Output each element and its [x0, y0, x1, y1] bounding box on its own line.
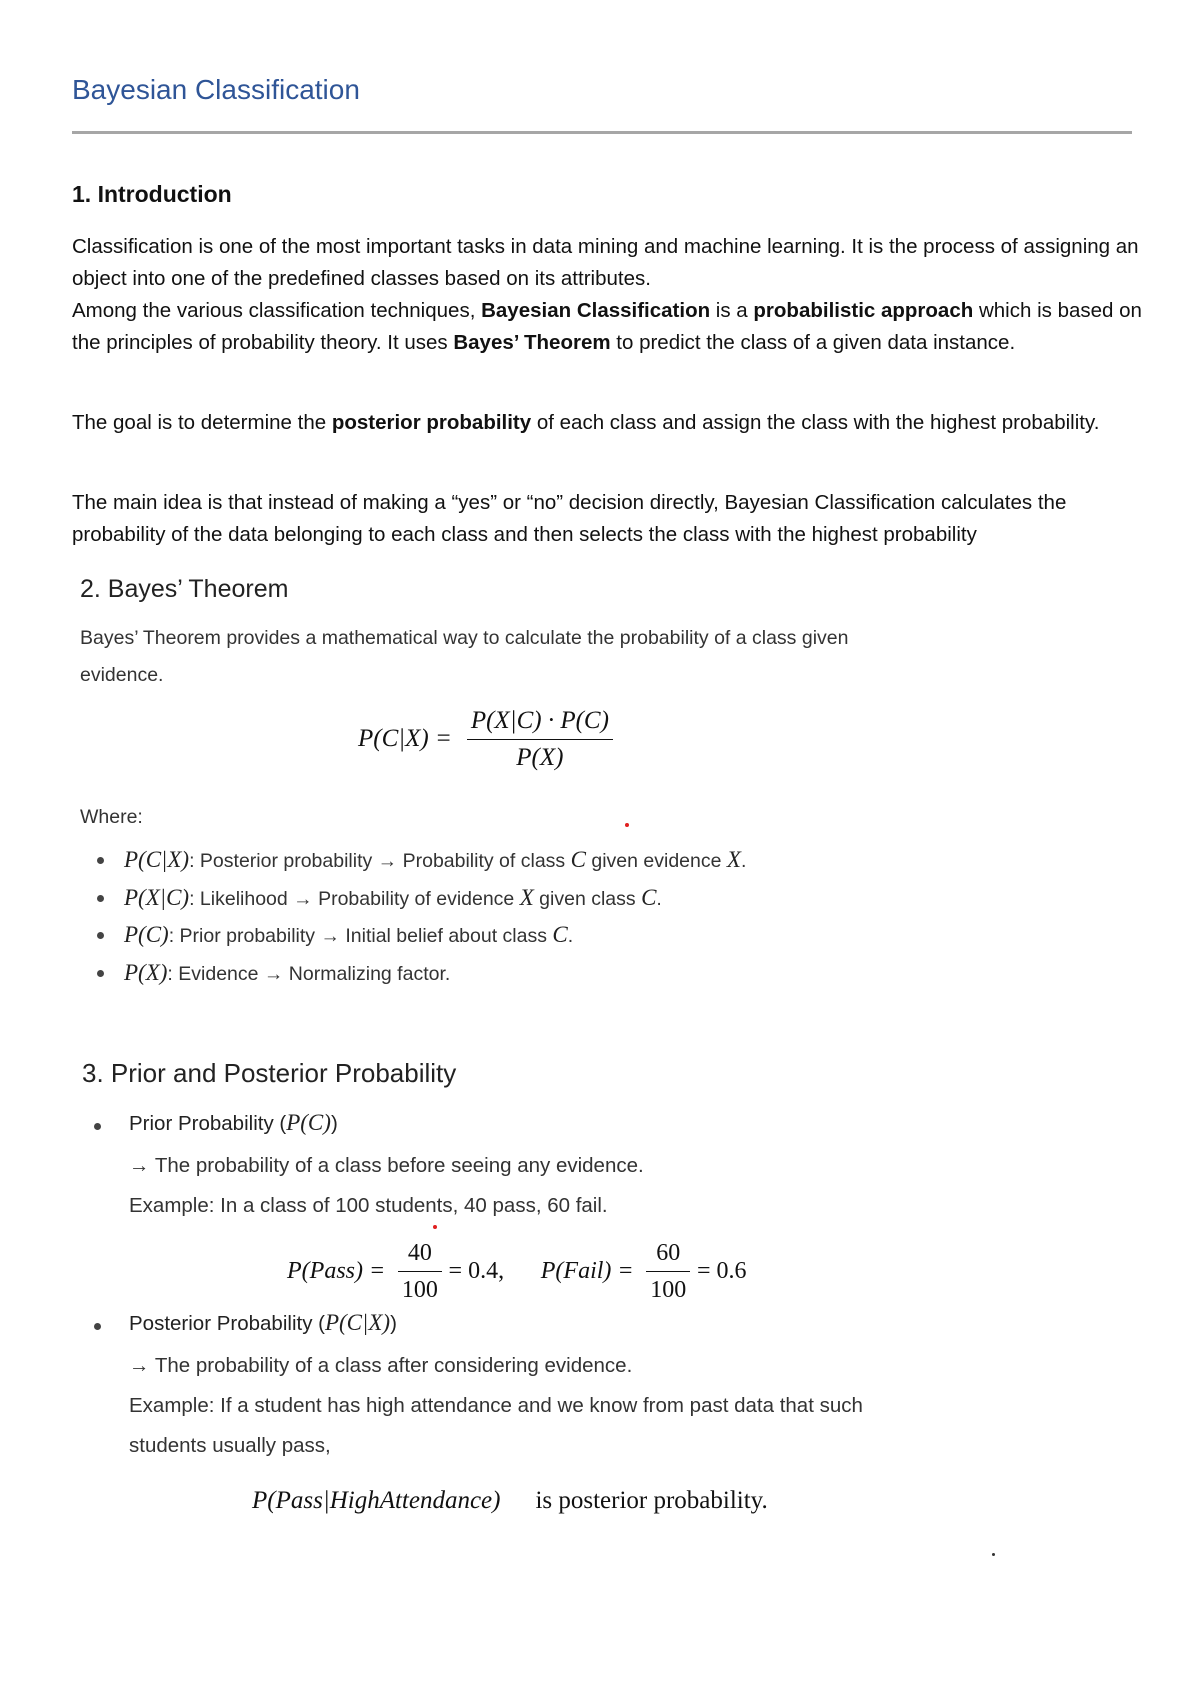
bold-term-posterior-probability: posterior probability — [331, 411, 532, 434]
text-run: given evidence — [585, 850, 727, 872]
variable: C — [641, 884, 657, 910]
text-run: given class — [533, 887, 642, 910]
bold-term-probabilistic-approach: probabilistic approach — [753, 299, 974, 322]
text-run: : Evidence → Normalizing factor. — [167, 962, 451, 985]
intro-paragraph-1 — [72, 231, 1142, 359]
symbol: P(C) — [286, 1110, 331, 1135]
formula-denominator: 100 — [401, 1277, 438, 1303]
symbol: P(X) — [124, 959, 168, 985]
bold-term-bayesian-classification: Bayesian Classification — [481, 299, 711, 322]
intro-paragraph-2 — [72, 407, 1142, 439]
text-run: Posterior Probability ( — [129, 1312, 325, 1335]
text-run: The goal is to determine the — [72, 411, 332, 434]
prior-definition: → The probability of a class before seeing any evidence. — [129, 1154, 644, 1177]
definition-prior — [80, 916, 980, 954]
definition-evidence — [80, 954, 980, 992]
formula-lhs: P(Pass) = — [287, 1257, 386, 1284]
prior-example: Example: In a class of 100 students, 40 pass, 60 fail. — [129, 1194, 608, 1217]
definition-posterior — [80, 841, 980, 879]
text-run: . — [567, 925, 574, 947]
section-1-heading: 1. Introduction — [72, 181, 232, 207]
symbol: P(C|X) — [324, 1310, 391, 1335]
formula-expression: P(Pass|HighAttendance) — [252, 1487, 501, 1514]
text-run: is a — [710, 299, 754, 322]
symbol: P(C) — [124, 922, 169, 947]
intro-sentence-b — [72, 295, 1142, 359]
formula-fraction — [467, 706, 613, 773]
text-run: . — [656, 887, 662, 910]
text-run: : Prior probability → Initial belief about class — [168, 925, 553, 947]
posterior-heading — [129, 1310, 397, 1336]
symbol: P(X|C) — [124, 884, 190, 910]
text-run: . — [740, 850, 747, 872]
bayes-formula — [358, 706, 613, 773]
variable: C — [552, 922, 568, 947]
formula-denominator: P(X) — [516, 744, 564, 771]
text-run: : Likelihood → Probability of evidence — [189, 887, 520, 910]
intro-paragraph-3: The main idea is that instead of making a “yes” or “no” decision directly, Bayesian Classification calculates the probability of the data belonging to each class and then selects the class with the highest probability — [72, 491, 1067, 546]
bullet-prior — [94, 1123, 101, 1130]
text-run: : Posterior probability → Probability of class — [189, 850, 571, 872]
text-run: Prior Probability ( — [129, 1112, 287, 1135]
posterior-example-line-2: students usually pass, — [129, 1434, 331, 1457]
variable: X — [726, 847, 741, 872]
prior-formula — [287, 1238, 746, 1305]
posterior-formula — [252, 1486, 768, 1515]
bayes-description-line-2: evidence. — [80, 664, 164, 686]
posterior-example-line-1: Example: If a student has high attendance and we know from past data that such — [129, 1394, 863, 1417]
section-3-heading: 3. Prior and Posterior Probability — [82, 1058, 457, 1088]
formula-denominator: 100 — [650, 1277, 687, 1303]
bayes-description-line-1: Bayes’ Theorem provides a mathematical way to calculate the probability of a class given — [80, 627, 849, 649]
symbol: P(C|X) — [124, 847, 190, 872]
intro-sentence-a: Classification is one of the most important tasks in data mining and machine learning. It is the process of assigning an object into one of the predefined classes based on its attributes. — [72, 235, 1139, 290]
title-divider — [72, 131, 1132, 134]
text-run: of each class and assign the class with the highest probability. — [531, 411, 1100, 434]
text-run: ) — [330, 1112, 338, 1135]
formula-fraction — [646, 1238, 690, 1305]
formula-lhs: P(Fail) = — [540, 1257, 634, 1284]
text-run: which is based on the principles of probability theory. It uses — [72, 299, 1142, 354]
bullet-posterior — [94, 1323, 101, 1330]
red-marker-dot — [433, 1225, 437, 1229]
prior-heading — [129, 1110, 338, 1136]
formula-fraction — [398, 1238, 442, 1305]
posterior-definition: → The probability of a class after considering evidence. — [129, 1354, 633, 1377]
red-marker-dot — [625, 823, 629, 827]
text-run: Among the various classification techniques, — [72, 299, 482, 322]
stray-dot — [992, 1553, 995, 1556]
variable: X — [519, 884, 534, 910]
text-run: to predict the class of a given data instance. — [610, 331, 1016, 354]
text-run: ) — [390, 1312, 397, 1335]
formula-lhs: P(C|X) = — [358, 725, 452, 753]
bayes-description — [80, 620, 980, 694]
formula-numerator: 60 — [646, 1238, 690, 1272]
where-label: Where: — [80, 806, 143, 828]
formula-numerator: 40 — [398, 1238, 442, 1272]
formula-caption: is posterior probability. — [535, 1487, 768, 1514]
section-2-heading: 2. Bayes’ Theorem — [80, 575, 289, 603]
formula-numerator: P(X|C) · P(C) — [467, 706, 613, 740]
definitions-list — [80, 841, 980, 991]
variable: C — [570, 847, 586, 872]
bold-term-bayes-theorem: Bayes’ Theorem — [453, 331, 611, 354]
definition-likelihood — [80, 879, 980, 917]
document-title: Bayesian Classification — [72, 74, 360, 105]
formula-value: = 0.4, — [448, 1257, 505, 1284]
formula-value: = 0.6 — [696, 1257, 747, 1284]
